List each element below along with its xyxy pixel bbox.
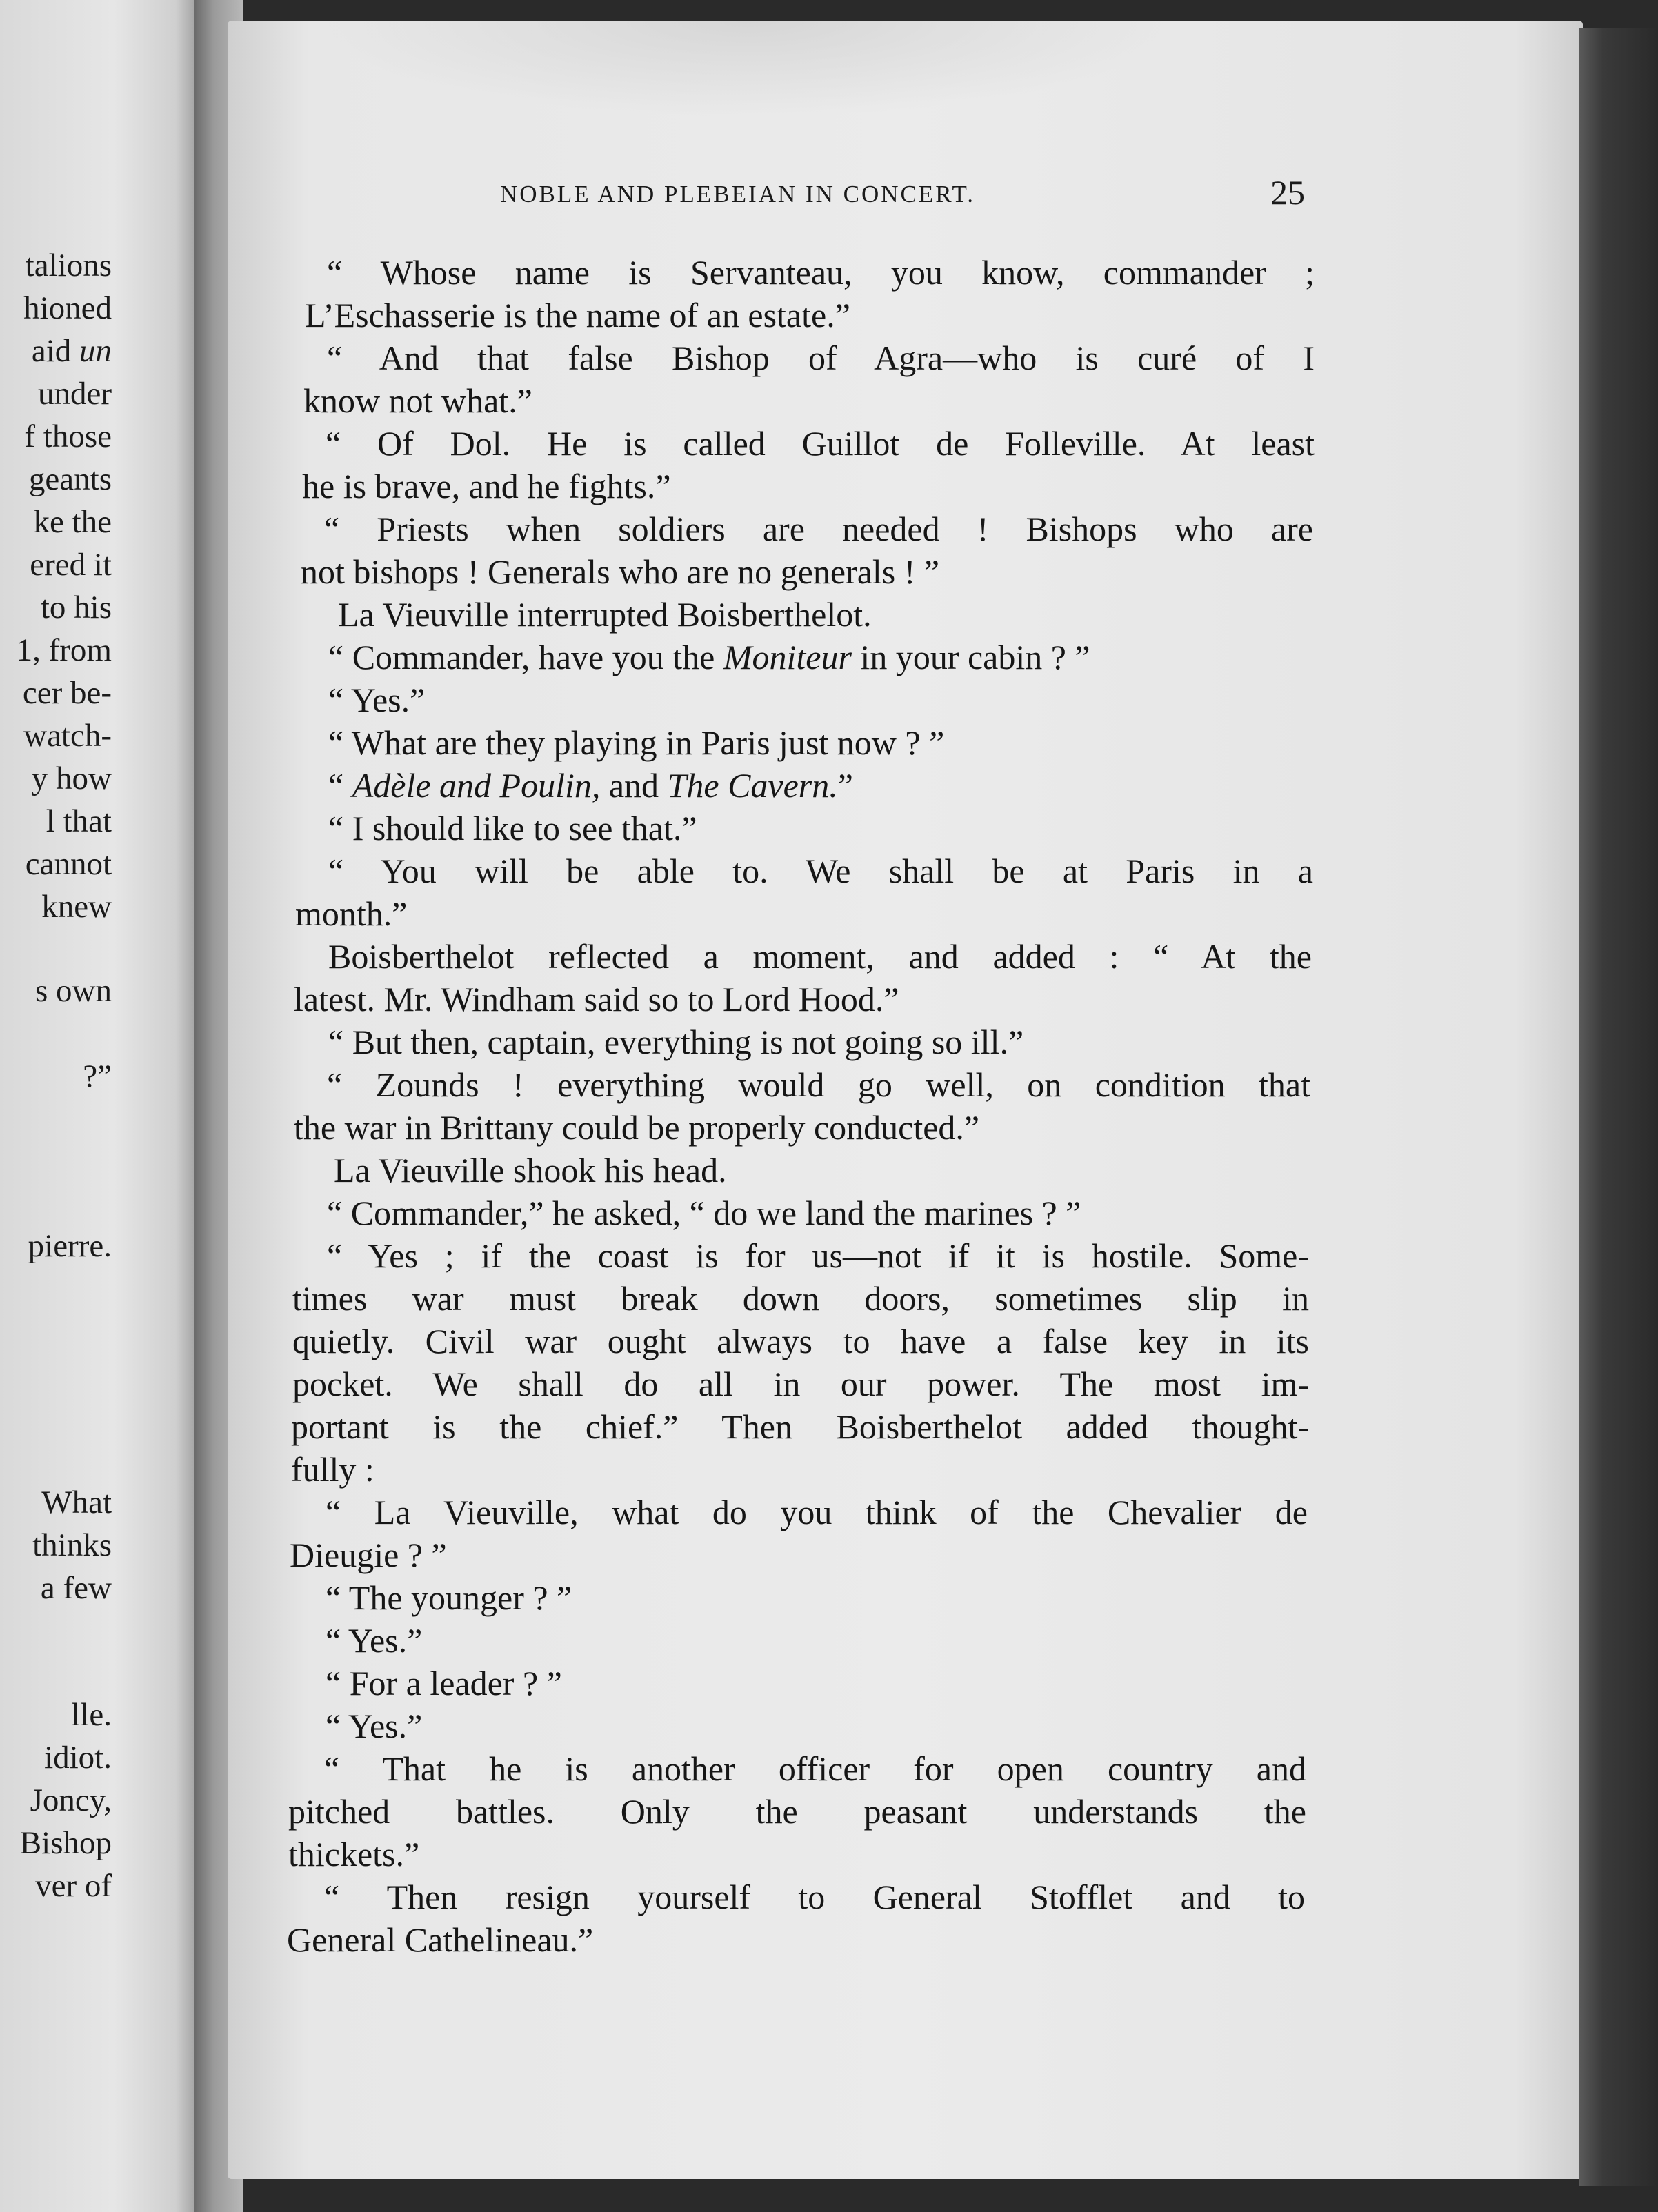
text-line: L’Eschasserie is the name of an estate.” — [305, 296, 850, 334]
previous-page — [0, 0, 207, 2212]
prev-page-line: Joncy, — [30, 1782, 112, 1818]
prev-page-line: talions — [25, 248, 112, 283]
running-head: NOBLE AND PLEBEIAN IN CONCERT. — [500, 181, 976, 208]
prev-page-line: ered it — [30, 547, 112, 583]
text-line: latest. Mr. Windham said so to Lord Hood.” — [294, 980, 899, 1018]
text-line: “ Then resign yourself to General Stofflet and to — [324, 1878, 1305, 1916]
prev-page-line: cannot — [25, 846, 112, 882]
italic-title: The Cavern. — [667, 766, 838, 805]
page-number: 25 — [1270, 173, 1305, 212]
text-line: La Vieuville interrupted Boisberthelot. — [338, 595, 872, 634]
text-line: “ Priests when soldiers are needed ! Bishops who are — [324, 510, 1313, 548]
text-line: “ You will be able to. We shall be at Paris in a — [328, 852, 1313, 890]
prev-page-line: idiot. — [44, 1740, 112, 1776]
text-line: quietly. Civil war ought always to have a false key in its — [292, 1322, 1309, 1360]
prev-page-line: watch- — [23, 718, 112, 754]
prev-page-line: ke the — [33, 504, 112, 540]
text-line: “ Of Dol. He is called Guillot de Folleville. At least — [326, 424, 1315, 463]
prev-page-line: What — [41, 1485, 112, 1520]
prev-page-line: a few — [40, 1570, 112, 1606]
text-line: he is brave, and he fights.” — [302, 467, 671, 505]
text-line: “ Zounds ! everything would go well, on condition that — [327, 1065, 1310, 1104]
text-line: “ What are they playing in Paris just now ? ” — [328, 723, 945, 762]
text-line: “ Yes.” — [328, 681, 426, 719]
text-line: “ Adèle and Poulin, and The Cavern.” — [328, 766, 853, 805]
italic-title: Adèle and Poulin, — [352, 766, 601, 805]
prev-page-line: cer be- — [22, 675, 112, 711]
text-line: thickets.” — [288, 1835, 420, 1873]
text-line: know not what.” — [303, 381, 532, 420]
prev-page-line: under — [37, 376, 112, 412]
prev-page-line: hioned — [23, 290, 112, 326]
text-line: “ That he is another officer for open country and — [324, 1749, 1306, 1788]
prev-page-line: pierre. — [28, 1228, 112, 1264]
text-line: General Cathelineau.” — [287, 1920, 594, 1959]
text-line: La Vieuville shook his head. — [334, 1151, 727, 1189]
text-line: portant is the chief.” Then Boisberthelot added thought- — [291, 1407, 1309, 1446]
prev-page-line: 1, from — [16, 632, 112, 668]
prev-page-line: y how — [31, 761, 112, 796]
prev-page-line: lle. — [71, 1697, 112, 1733]
prev-page-line: ver of — [35, 1868, 112, 1904]
prev-page-line: f those — [24, 419, 112, 454]
prev-page-line: Bishop — [19, 1825, 112, 1861]
text-line: “ And that false Bishop of Agra—who is curé of I — [327, 339, 1315, 377]
text-line: “ Yes.” — [326, 1621, 423, 1660]
text-line: the war in Brittany could be properly conducted.” — [294, 1108, 980, 1147]
text-line: “ But then, captain, everything is not going so ill.” — [328, 1023, 1024, 1061]
page-edges — [1579, 28, 1658, 2186]
text-line: “ La Vieuville, what do you think of the Chevalier de — [326, 1493, 1308, 1531]
text-line: “ Yes ; if the coast is for us—not if it is hostile. Some- — [327, 1236, 1309, 1275]
prev-page-line: to his — [40, 590, 112, 625]
text-line: Boisberthelot reflected a moment, and added : “ At the — [328, 937, 1312, 976]
text-line: month.” — [295, 894, 408, 933]
prev-page-line: ?” — [83, 1058, 112, 1094]
text-line: “ Whose name is Servanteau, you know, commander ; — [327, 253, 1315, 292]
text-line: “ Commander, have you the Moniteur in your cabin ? ” — [328, 638, 1090, 676]
text-line: “ Commander,” he asked, “ do we land the marines ? ” — [327, 1194, 1081, 1232]
text-line: pitched battles. Only the peasant understands the — [288, 1792, 1306, 1831]
text-line: pocket. We shall do all in our power. The most im- — [292, 1365, 1309, 1403]
text-line: “ For a leader ? ” — [326, 1664, 562, 1702]
italic-title: Moniteur — [723, 638, 852, 676]
prev-page-line: geants — [28, 461, 112, 497]
prev-page-line: l that — [46, 803, 112, 839]
prev-page-line: aid un — [31, 333, 112, 369]
text-line: fully : — [291, 1450, 374, 1489]
text-line: Dieugie ? ” — [290, 1536, 447, 1574]
text-line: “ The younger ? ” — [326, 1578, 572, 1617]
prev-page-line: thinks — [32, 1527, 112, 1563]
text-line: “ I should like to see that.” — [328, 809, 697, 847]
text-line: times war must break down doors, sometimes slip in — [292, 1279, 1309, 1318]
text-line: “ Yes.” — [326, 1707, 423, 1745]
water-stain — [317, 21, 1179, 117]
prev-page-line: s own — [35, 973, 112, 1009]
prev-page-line: knew — [41, 889, 112, 925]
text-line: not bishops ! Generals who are no generals ! ” — [301, 552, 940, 591]
